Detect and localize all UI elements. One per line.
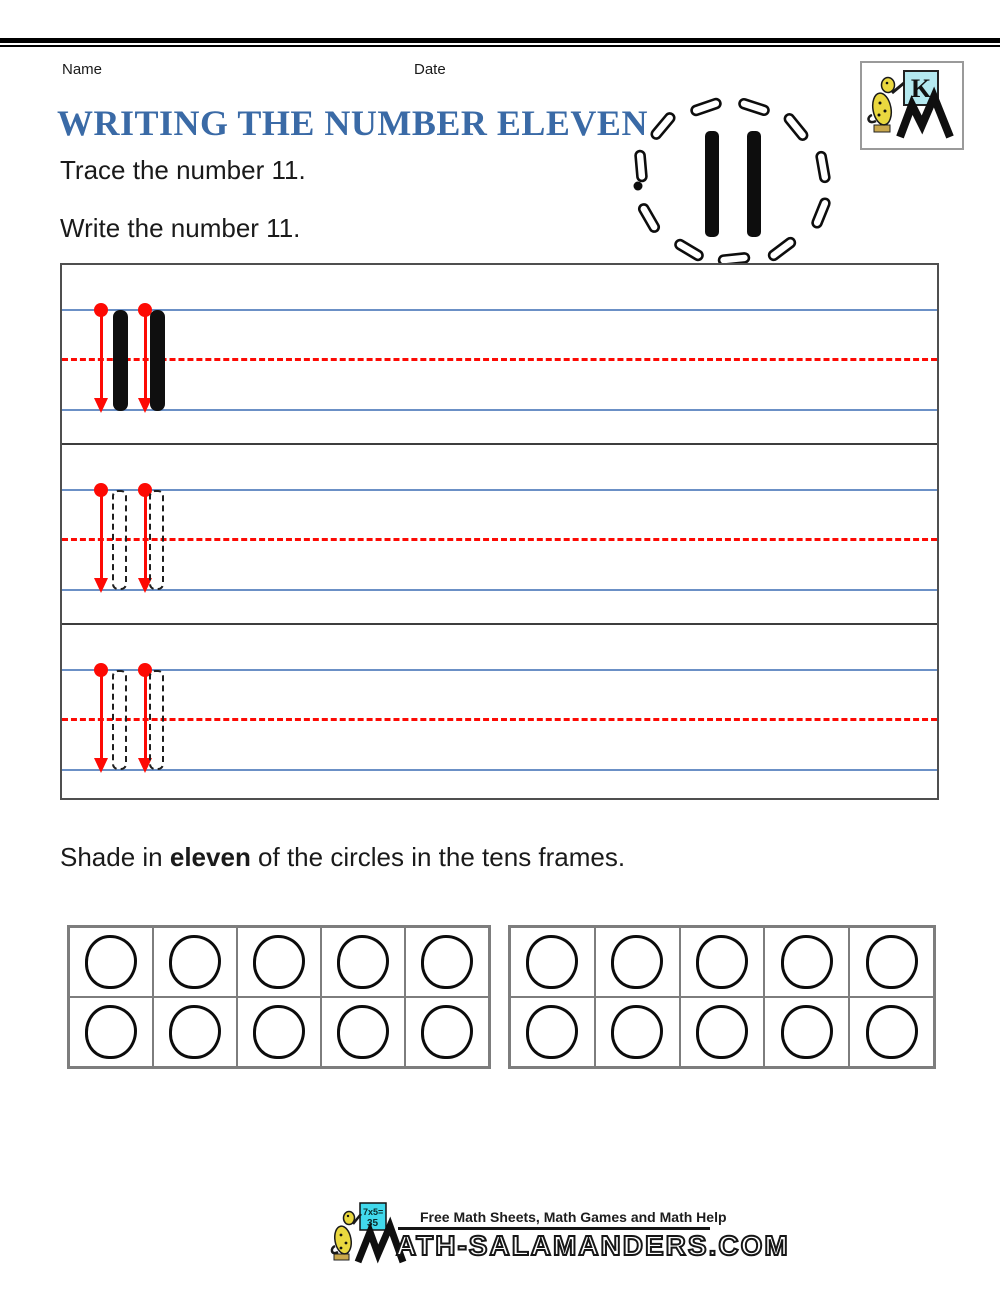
counter-circle <box>866 935 918 989</box>
counter-circle <box>781 935 833 989</box>
tens-cell <box>510 997 595 1067</box>
stroke-arrow <box>94 663 108 773</box>
stroke-arrow-head <box>94 398 108 413</box>
dash-dot <box>634 182 643 191</box>
counter-circle <box>781 1005 833 1059</box>
site-logo-badge <box>860 61 964 150</box>
tens-cell <box>680 997 765 1067</box>
tens-cell <box>680 927 765 997</box>
tens-frame-1 <box>67 925 491 1069</box>
guide-line-top <box>62 669 937 671</box>
numeral-one-solid <box>113 310 128 411</box>
stroke-arrow-shaft <box>100 313 103 399</box>
stroke-arrow <box>94 483 108 593</box>
tens-cell <box>321 997 405 1067</box>
handwriting-practice-box <box>60 263 939 800</box>
numeral-one-dashed <box>112 670 127 770</box>
counter-circle <box>169 935 221 989</box>
counter-circle <box>421 935 473 989</box>
counter-circle <box>611 1005 663 1059</box>
shade-instruction-emphasis: eleven <box>169 842 251 872</box>
tens-cell <box>69 927 153 997</box>
counter-circle <box>85 935 137 989</box>
board-equation-line1: 7x5= <box>363 1207 384 1217</box>
stroke-arrow-shaft <box>144 493 147 579</box>
counter-circle <box>85 1005 137 1059</box>
stroke-arrow <box>94 303 108 413</box>
stroke-arrow-shaft <box>100 493 103 579</box>
stroke-arrow-head <box>94 578 108 593</box>
guide-line-bottom <box>62 409 937 411</box>
counter-circle <box>526 935 578 989</box>
counter-circle <box>696 935 748 989</box>
numeral-one-dashed <box>149 490 164 590</box>
page-title: WRITING THE NUMBER ELEVEN <box>57 103 648 143</box>
tens-cell <box>849 997 934 1067</box>
brand-wordmark: ATH-SALAMANDERS.COM <box>396 1230 790 1261</box>
numeral-one-dashed <box>112 490 127 590</box>
salamander-logo-icon <box>862 63 958 143</box>
tens-cell <box>510 927 595 997</box>
salamander-mascot-icon <box>869 78 904 133</box>
tens-cell <box>153 997 237 1067</box>
counter-circle <box>611 935 663 989</box>
counter-circle <box>337 1005 389 1059</box>
write-instruction: Write the number 11. <box>60 213 301 243</box>
salamander-mascot-icon <box>332 1212 361 1261</box>
numeral-eleven-glyph <box>705 131 761 237</box>
guide-line-bottom <box>62 589 937 591</box>
counter-circle <box>337 935 389 989</box>
tens-cell <box>595 927 680 997</box>
top-rule-thick <box>0 38 1000 43</box>
tens-cell <box>764 927 849 997</box>
practice-row-2 <box>62 445 937 625</box>
shade-instruction <box>60 842 625 873</box>
footer-brand <box>330 1200 790 1270</box>
counter-circle <box>169 1005 221 1059</box>
guide-line-middle <box>62 538 937 541</box>
tens-frame-2 <box>508 925 936 1069</box>
guide-line-top <box>62 309 937 311</box>
practice-row-1 <box>62 265 937 445</box>
guide-line-bottom <box>62 769 937 771</box>
date-label: Date <box>414 61 446 78</box>
trace-instruction: Trace the number 11. <box>60 155 306 185</box>
stroke-arrow-shaft <box>144 673 147 759</box>
numeral-one-solid <box>150 310 165 411</box>
grade-letter: K <box>910 74 932 103</box>
counter-circle <box>866 1005 918 1059</box>
tens-cell <box>321 927 405 997</box>
tens-cell <box>153 927 237 997</box>
counter-circle <box>253 935 305 989</box>
board-equation-line2: 35 <box>367 1218 379 1229</box>
guide-line-middle <box>62 718 937 721</box>
numeral-one-dashed <box>149 670 164 770</box>
tens-cell <box>69 997 153 1067</box>
shade-instruction-after: of the circles in the tens frames. <box>250 842 626 872</box>
footer-tagline: Free Math Sheets, Math Games and Math Help <box>420 1209 727 1225</box>
stroke-arrow-shaft <box>144 313 147 399</box>
tens-cell <box>405 927 489 997</box>
counter-circle <box>421 1005 473 1059</box>
counter-circle <box>253 1005 305 1059</box>
tens-cell <box>405 997 489 1067</box>
tens-cell <box>764 997 849 1067</box>
top-rule-thin <box>0 45 1000 47</box>
tens-cell <box>595 997 680 1067</box>
counter-circle <box>526 1005 578 1059</box>
counter-circle <box>696 1005 748 1059</box>
name-label: Name <box>62 61 103 78</box>
number-eleven-circle <box>624 86 840 270</box>
guide-line-middle <box>62 358 937 361</box>
tens-cell <box>237 927 321 997</box>
shade-instruction-before: Shade in <box>60 842 170 872</box>
stroke-arrow-shaft <box>100 673 103 759</box>
tens-cell <box>849 927 934 997</box>
stroke-arrow-head <box>94 758 108 773</box>
practice-row-3 <box>62 625 937 798</box>
tens-cell <box>237 997 321 1067</box>
guide-line-top <box>62 489 937 491</box>
